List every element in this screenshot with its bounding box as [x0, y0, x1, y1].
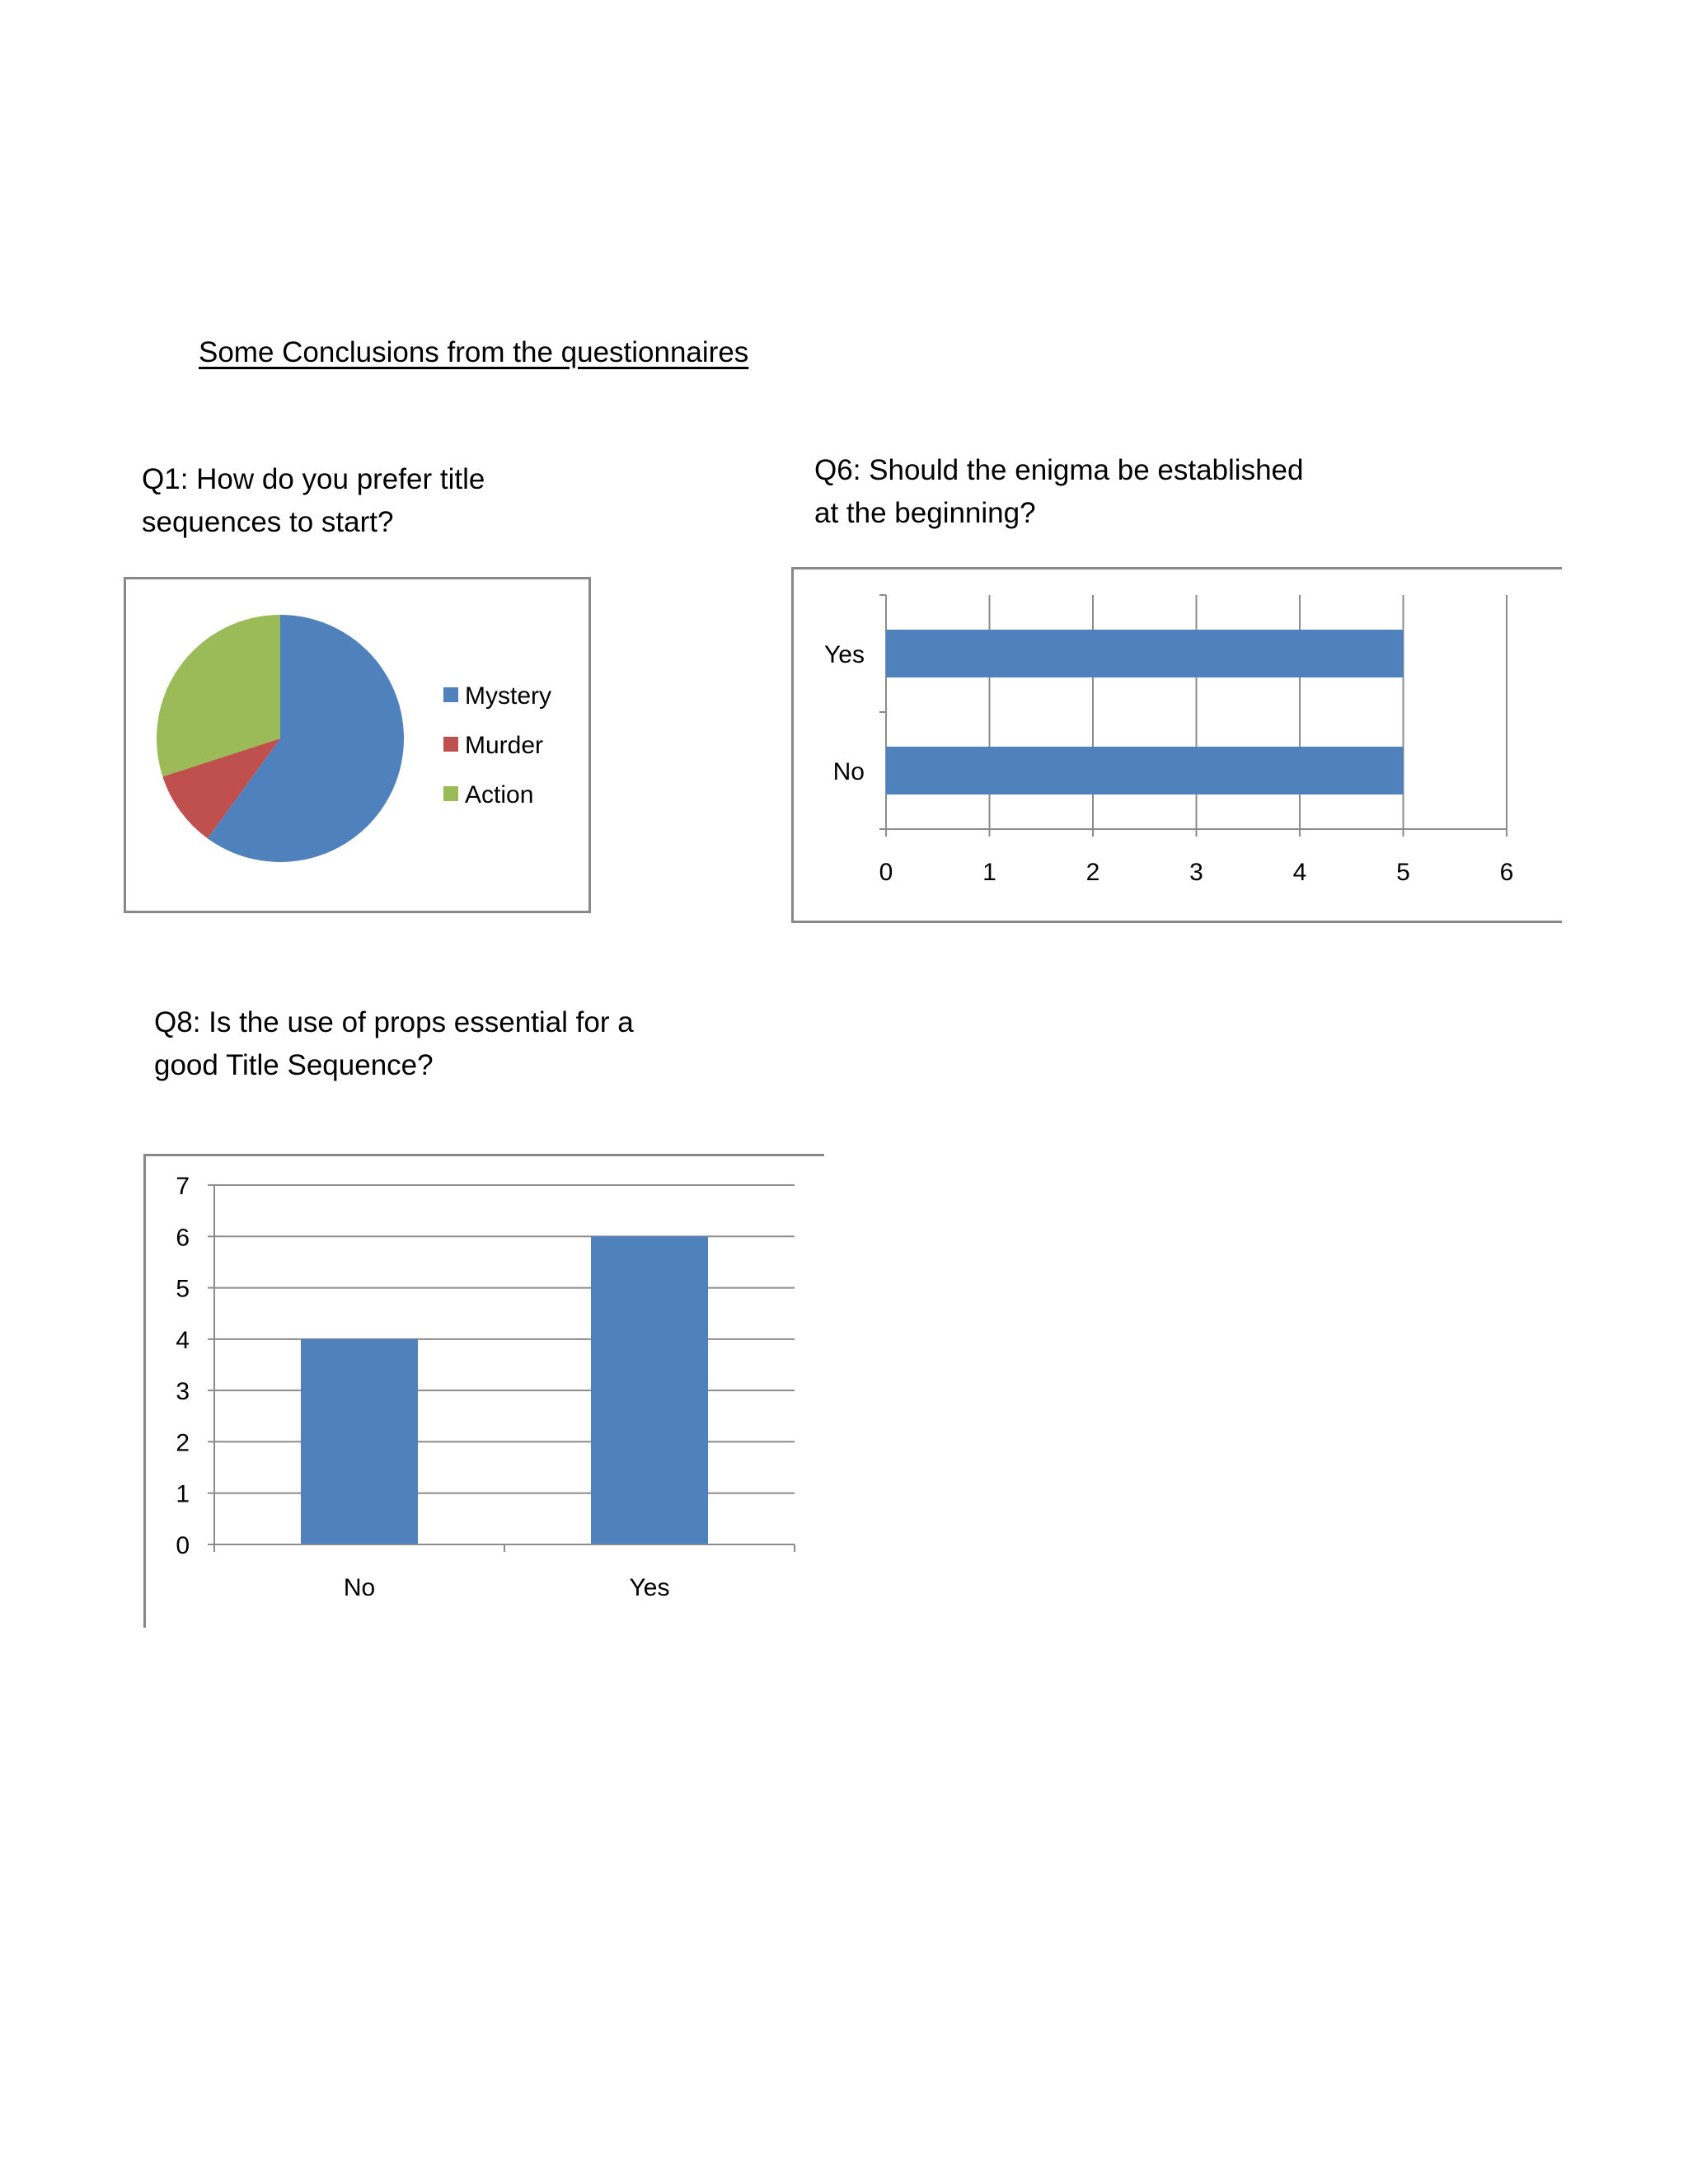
q6-question-line-1: Q6: Should the enigma be established	[814, 454, 1304, 486]
q1-pie-chart-svg	[126, 579, 588, 911]
x-tick-label-no: No	[343, 1574, 376, 1601]
y-tick-label-4: 4	[176, 1326, 190, 1354]
q8-question-line-2: good Title Sequence?	[154, 1049, 434, 1081]
legend-swatch-mystery	[443, 687, 458, 702]
legend-label-mystery: Mystery	[465, 682, 551, 710]
legend-label-murder: Murder	[465, 732, 544, 759]
bar-yes	[886, 630, 1404, 677]
y-tick-label-no: No	[832, 758, 865, 785]
q8-question	[154, 1001, 634, 1087]
q1-pie-chart	[124, 577, 591, 913]
q1-question-line-2: sequences to start?	[142, 506, 394, 538]
q6-bar-chart	[791, 567, 1562, 923]
bar-no	[301, 1339, 418, 1544]
bar-yes	[591, 1236, 708, 1544]
y-tick-label-0: 0	[176, 1532, 190, 1559]
x-tick-label-3: 3	[1189, 859, 1203, 886]
y-tick-label-7: 7	[176, 1173, 190, 1200]
q6-question-line-2: at the beginning?	[814, 497, 1036, 529]
y-tick-label-3: 3	[176, 1378, 190, 1406]
q1-question-line-1: Q1: How do you prefer title	[142, 463, 485, 495]
x-tick-label-6: 6	[1499, 859, 1514, 886]
page-title: Some Conclusions from the questionnaires	[199, 336, 749, 368]
q8-column-chart	[143, 1154, 824, 1628]
y-tick-label-1: 1	[176, 1480, 190, 1508]
x-tick-label-1: 1	[982, 859, 996, 886]
q8-question-line-1: Q8: Is the use of props essential for a	[154, 1006, 634, 1038]
legend-swatch-murder	[443, 737, 458, 752]
legend-label-action: Action	[465, 781, 534, 808]
x-tick-label-4: 4	[1292, 859, 1307, 886]
x-tick-label-0: 0	[879, 859, 893, 886]
q8-column-chart-svg	[143, 1154, 824, 1628]
y-tick-label-2: 2	[176, 1429, 190, 1457]
x-tick-label-5: 5	[1396, 859, 1410, 886]
x-tick-label-2: 2	[1085, 859, 1100, 886]
y-tick-label-5: 5	[176, 1275, 190, 1303]
q6-question	[814, 449, 1303, 535]
legend-swatch-action	[443, 786, 458, 801]
y-tick-label-6: 6	[176, 1224, 190, 1252]
q1-question	[142, 458, 485, 544]
x-tick-label-yes: Yes	[629, 1574, 670, 1601]
bar-no	[886, 747, 1404, 794]
y-tick-label-yes: Yes	[824, 641, 865, 668]
q6-bar-chart-svg	[791, 567, 1562, 923]
